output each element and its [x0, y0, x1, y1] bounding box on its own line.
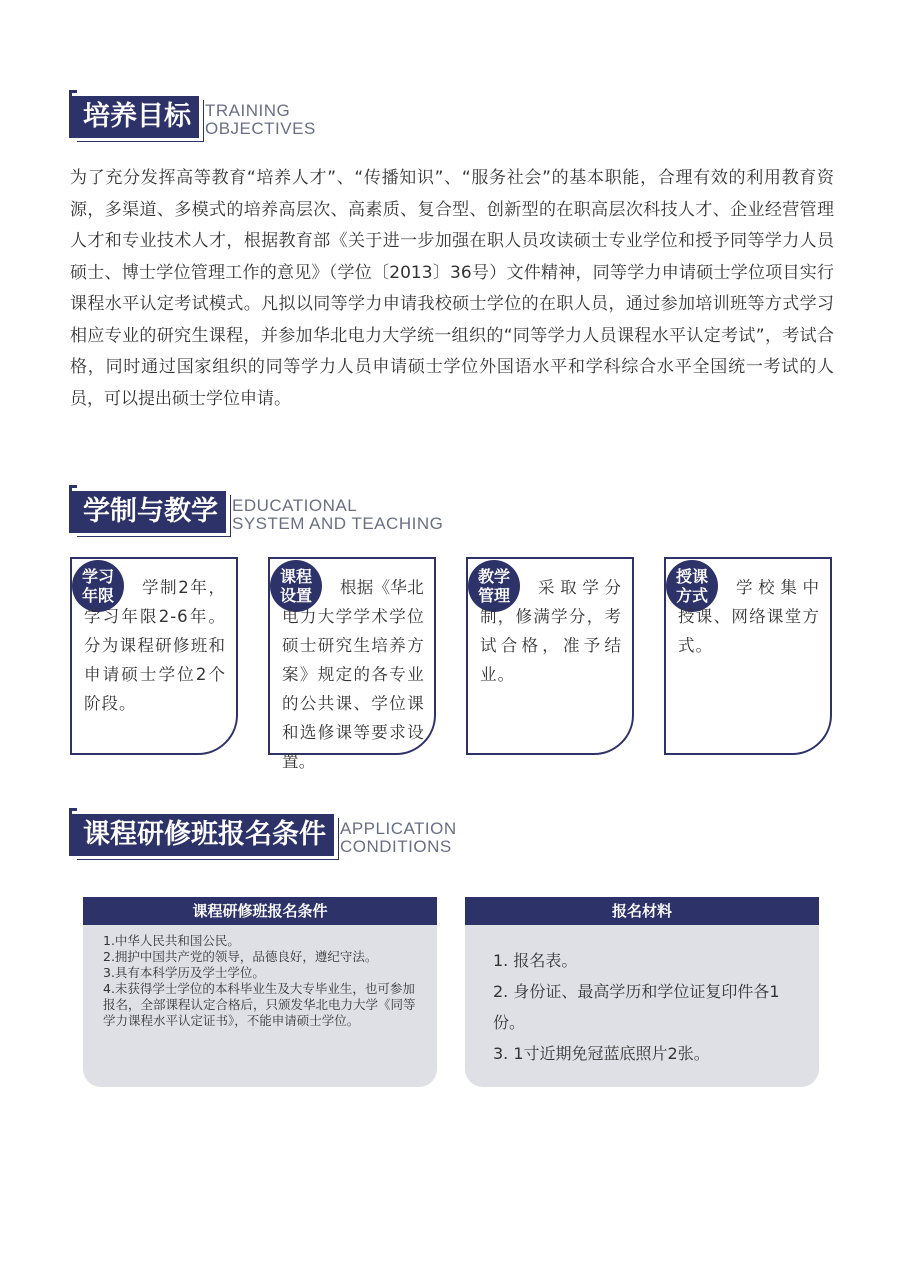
info-card-study-period — [70, 557, 238, 755]
section-english-title: APPLICATION CONDITIONS — [340, 819, 457, 856]
card-badge: 课程 设置 — [270, 560, 322, 612]
panel-header: 课程研修班报名条件 — [83, 897, 437, 925]
list-item: 2.拥护中国共产党的领导，品德良好，遵纪守法。 — [103, 949, 378, 964]
section-header-application-conditions — [72, 814, 457, 856]
list-item: 4.未获得学士学位的本科毕业生及大专毕业生，也可参加报名，全部课程认定合格后，只颁发华北电力大学《同等学力课程水平认定证书》，不能申请硕士学位。 — [103, 981, 416, 1028]
card-text: 学校集中授课、网络课堂方式。 — [678, 578, 820, 655]
conditions-list — [83, 925, 437, 1029]
section-header-training-objectives — [72, 96, 316, 138]
card-text: 根据《华北电力大学学术学位硕士研究生培养方案》规定的各专业的公共课、学位课和选修课等要求设置。 — [282, 578, 424, 771]
panel-application-materials — [465, 897, 819, 1087]
card-text: 学制2年，学习年限2-6年。分为课程研修班和申请硕士学位2个阶段。 — [84, 578, 226, 713]
card-badge: 授课 方式 — [666, 560, 718, 612]
card-badge: 教学 管理 — [468, 560, 520, 612]
card-badge: 学习 年限 — [72, 560, 124, 612]
panel-application-conditions — [83, 897, 437, 1087]
intro-paragraph: 为了充分发挥高等教育“培养人才”、“传播知识”、“服务社会”的基本职能，合理有效的利用教育资源，多渠道、多模式的培养高层次、高素质、复合型、创新型的在职高层次科技人才、企业经营管理人才和专业技术人才，根据教育部《关于进一步加强在职人员攻读硕士专业学位和授予同等学力人员硕士、博士学位管理工作的意见》（学位〔2013〕36号）文件精神，同等学力申请硕士学位项目实行课程水平认定考试模式。凡拟以同等学力申请我校硕士学位的在职人员，通过参加培训班等方式学习相应专业的研究生课程，并参加华北电力大学统一组织的“同等学力人员课程水平认定考试”，考试合格，同时通过国家组织的同等学力人员申请硕士学位外国语水平和学科综合水平全国统一考试的人员，可以提出硕士学位申请。 — [70, 168, 834, 409]
list-item: 3. 1寸近期免冠蓝底照片2张。 — [493, 1044, 710, 1063]
info-card-teaching-management — [466, 557, 634, 755]
panel-header: 报名材料 — [465, 897, 819, 925]
card-text: 采取学分制，修满学分，考试合格，准予结业。 — [480, 578, 622, 684]
section-title: 学制与教学 — [72, 491, 226, 533]
section-english-title: EDUCATIONAL SYSTEM AND TEACHING — [232, 496, 444, 533]
section-english-title: TRAINING OBJECTIVES — [205, 101, 316, 138]
list-item: 3.具有本科学历及学士学位。 — [103, 965, 265, 980]
list-item: 1.中华人民共和国公民。 — [103, 933, 240, 948]
info-card-teaching-mode — [664, 557, 832, 755]
list-item: 2. 身份证、最高学历和学位证复印件各1 份。 — [493, 982, 780, 1032]
section-header-educational-system — [72, 491, 443, 533]
list-item: 1. 报名表。 — [493, 951, 578, 970]
info-card-course-setup — [268, 557, 436, 771]
materials-list — [465, 925, 819, 1069]
section-title: 课程研修班报名条件 — [72, 814, 334, 856]
section-title: 培养目标 — [72, 96, 199, 138]
